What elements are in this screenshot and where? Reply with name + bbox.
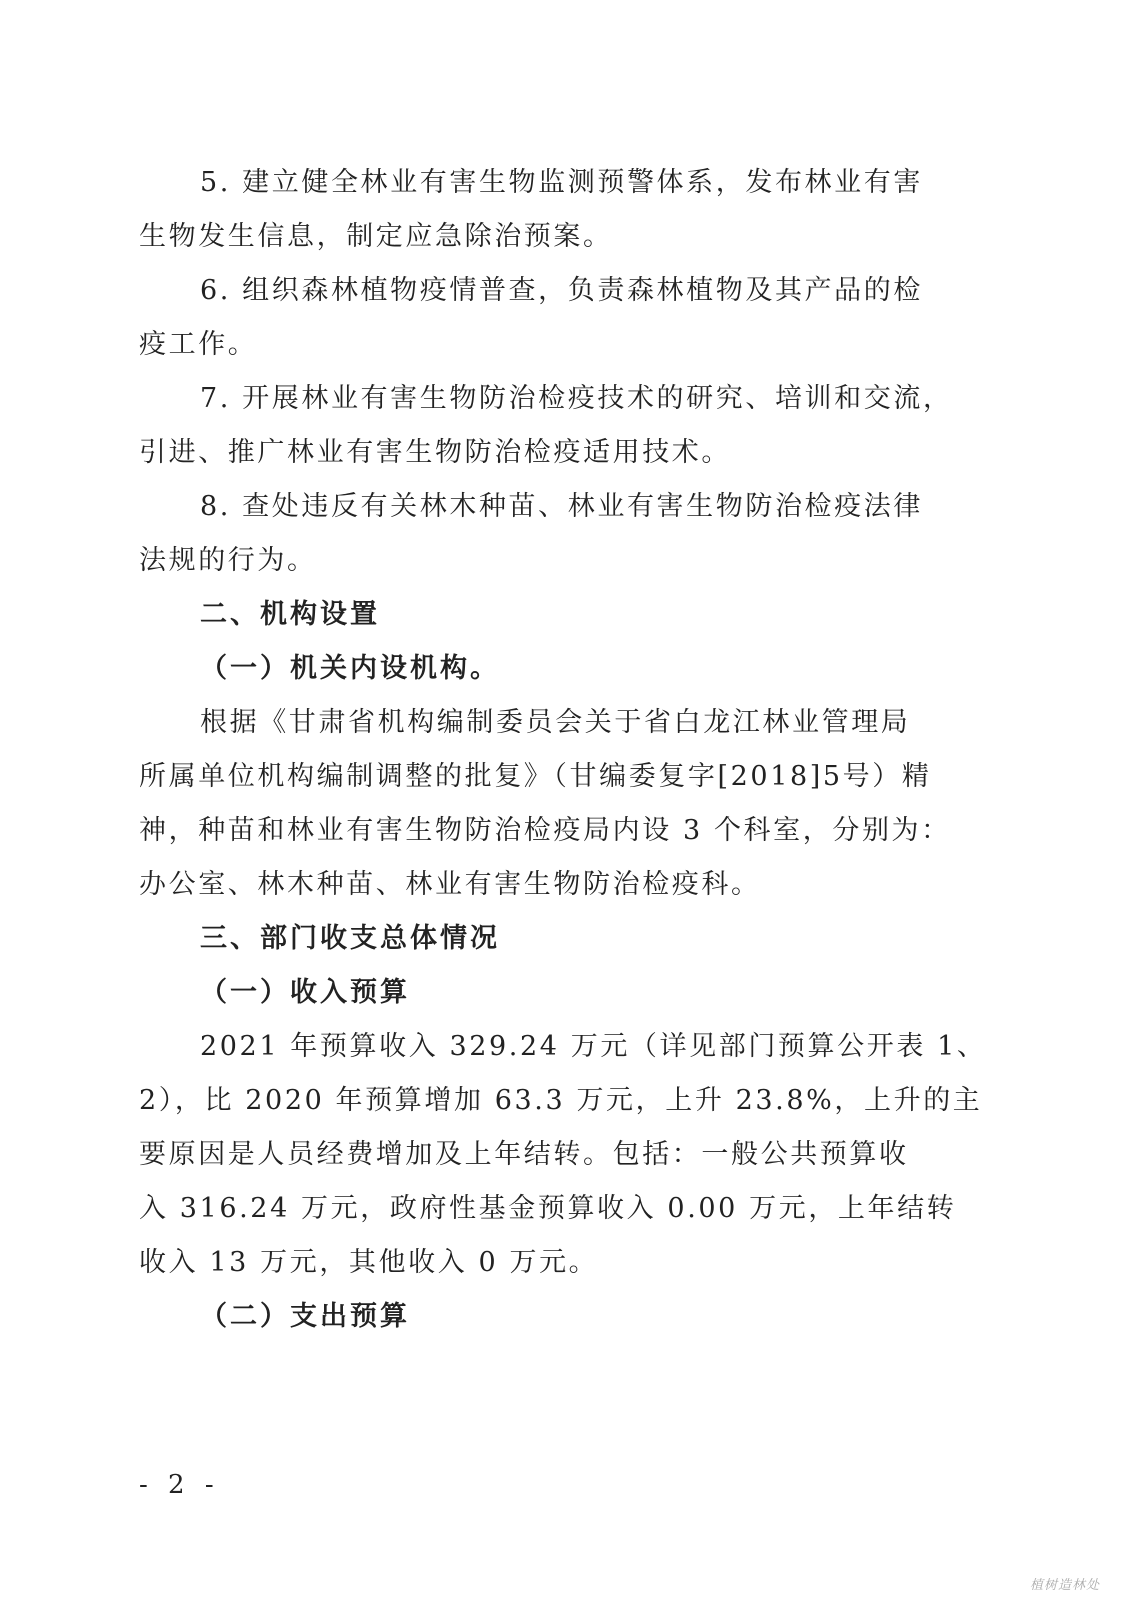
section-heading: 三、部门收支总体情况 bbox=[200, 923, 500, 954]
paragraph-line: 6. 组织森林植物疫情普查，负责森林植物及其产品的检 bbox=[200, 275, 923, 306]
paragraph-line: 神，种苗和林业有害生物防治检疫局内设 3 个科室，分别为： bbox=[139, 815, 951, 846]
page-number: - 2 - bbox=[139, 1470, 220, 1500]
watermark: 植树造林处 bbox=[1030, 1578, 1101, 1593]
subsection-heading: （一）机关内设机构。 bbox=[200, 653, 500, 684]
paragraph-line: 办公室、林木种苗、林业有害生物防治检疫科。 bbox=[139, 869, 761, 900]
subsection-heading: （二）支出预算 bbox=[200, 1301, 410, 1332]
paragraph-line: 7. 开展林业有害生物防治检疫技术的研究、培训和交流， bbox=[200, 383, 953, 414]
paragraph-line: 5. 建立健全林业有害生物监测预警体系，发布林业有害 bbox=[200, 167, 923, 198]
paragraph-line: 疫工作。 bbox=[139, 329, 258, 360]
paragraph-line: 所属单位机构编制调整的批复》（甘编委复字[2018]5号）精 bbox=[139, 761, 932, 792]
paragraph-line: 要原因是人员经费增加及上年结转。包括：一般公共预算收 bbox=[139, 1139, 909, 1170]
subsection-heading: （一）收入预算 bbox=[200, 977, 410, 1008]
paragraph-line: 法规的行为。 bbox=[139, 545, 317, 576]
paragraph-line: 2），比 2020 年预算增加 63.3 万元，上升 23.8%，上升的主 bbox=[139, 1085, 983, 1116]
paragraph-line: 引进、推广林业有害生物防治检疫适用技术。 bbox=[139, 437, 731, 468]
paragraph-line: 入 316.24 万元，政府性基金预算收入 0.00 万元，上年结转 bbox=[139, 1193, 957, 1224]
section-heading: 二、机构设置 bbox=[200, 599, 380, 630]
paragraph-line: 2021 年预算收入 329.24 万元（详见部门预算公开表 1、 bbox=[200, 1031, 987, 1062]
paragraph-line: 生物发生信息，制定应急除治预案。 bbox=[139, 221, 613, 252]
paragraph-line: 根据《甘肃省机构编制委员会关于省白龙江林业管理局 bbox=[200, 707, 911, 738]
paragraph-line: 8. 查处违反有关林木种苗、林业有害生物防治检疫法律 bbox=[200, 491, 923, 522]
paragraph-line: 收入 13 万元，其他收入 0 万元。 bbox=[139, 1247, 599, 1278]
